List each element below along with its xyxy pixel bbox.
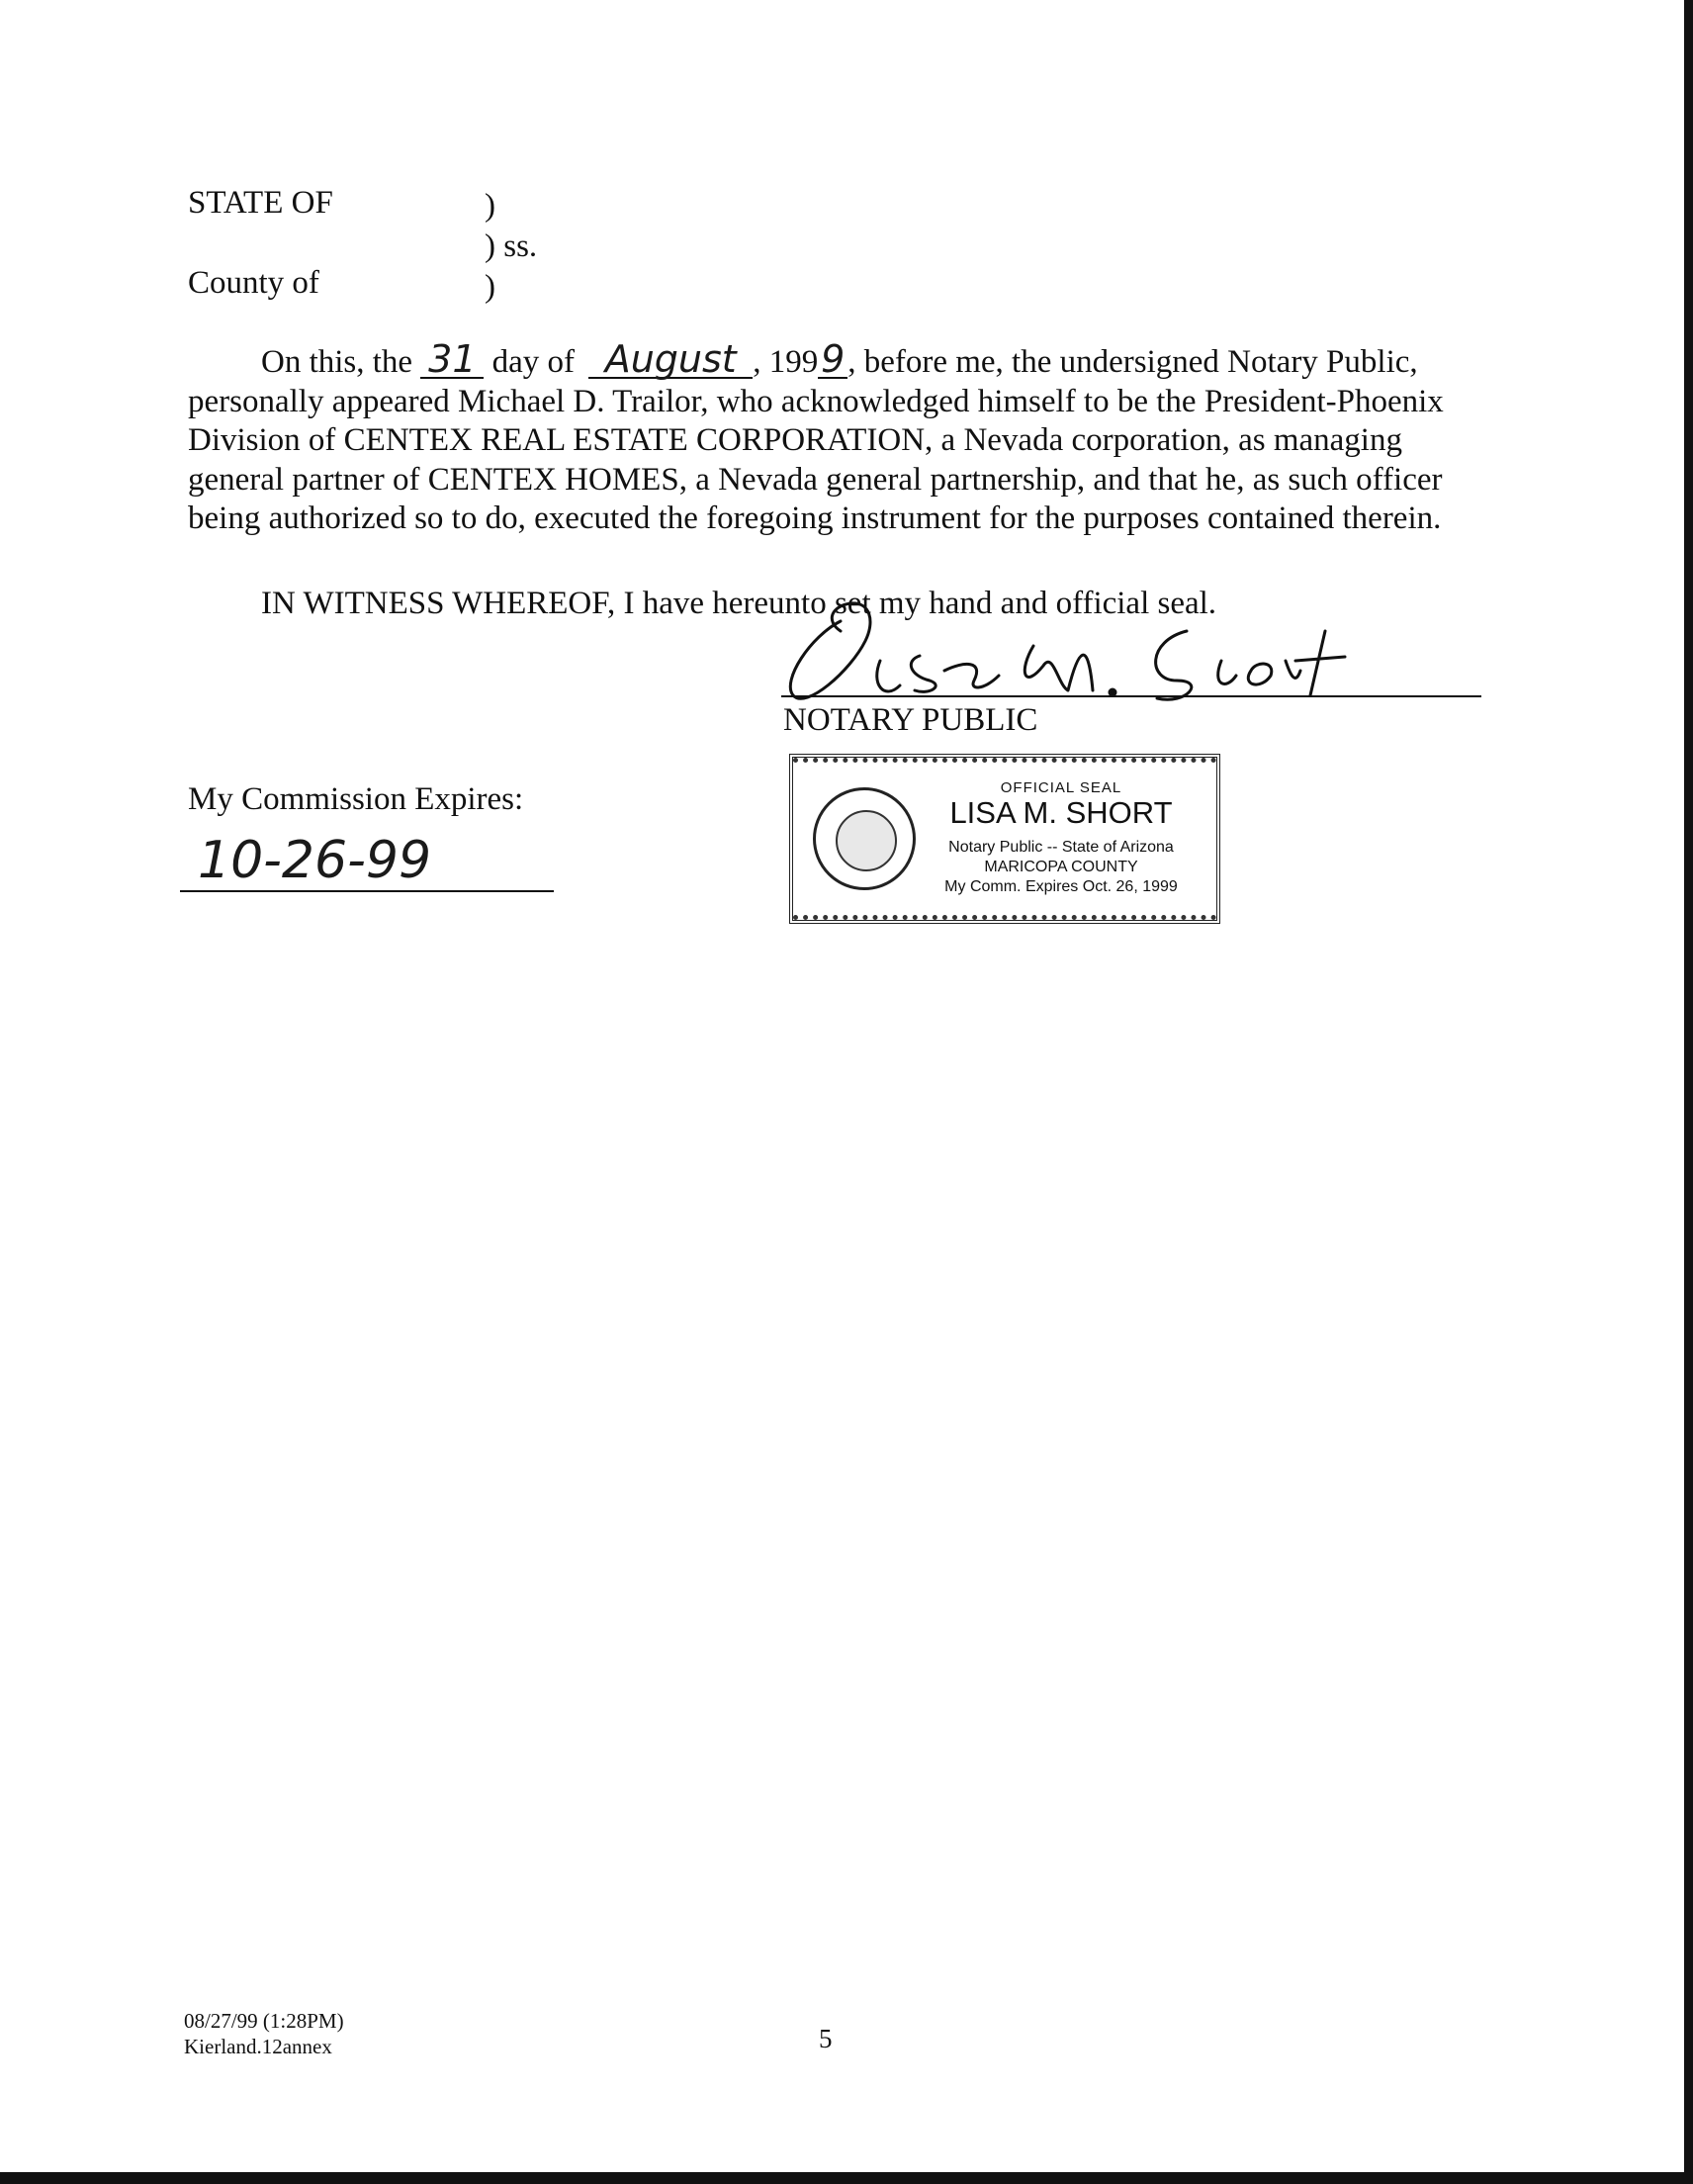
caption-paren-3: ) <box>485 269 495 305</box>
page-number: 5 <box>819 2024 833 2053</box>
acknowledgment-line-4: general partner of CENTEX HOMES, a Nevada general partnership, and that he, as such officer <box>188 461 1443 498</box>
state-of-label: STATE OF <box>188 185 333 221</box>
acknowledgment-paragraph <box>188 337 1503 539</box>
official-seal-stamp <box>789 754 1220 924</box>
witness-statement: IN WITNESS WHEREOF, I have hereunto set my hand and official seal. <box>261 586 1217 621</box>
stamp-title: OFFICIAL SEAL <box>1000 779 1122 796</box>
state-seal-emblem <box>813 787 916 890</box>
day-of-text: day of <box>491 344 575 380</box>
stamp-line-3: My Comm. Expires Oct. 26, 1999 <box>944 878 1178 895</box>
acknowledgment-line-3: Division of CENTEX REAL ESTATE CORPORATION, a Nevada corporation, as managing <box>188 422 1402 458</box>
county-of-label: County of <box>188 265 319 301</box>
day-field: 31 <box>420 341 484 379</box>
caption-paren-ss: ) ss. <box>485 228 538 264</box>
scan-edge-right <box>1684 0 1693 2184</box>
notary-public-label: NOTARY PUBLIC <box>783 702 1038 738</box>
stamp-line-1: Notary Public -- State of Arizona <box>948 839 1174 856</box>
line1-rest-text: , before me, the undersigned Notary Public, <box>847 344 1418 380</box>
stamp-line-2: MARICOPA COUNTY <box>984 859 1138 875</box>
year-digit-field: 9 <box>818 341 847 379</box>
acknowledgment-line-1 <box>188 337 1503 383</box>
month-field: August <box>588 341 753 379</box>
footer-datetime: 08/27/99 (1:28PM) <box>184 2009 344 2033</box>
commission-date-line <box>180 890 554 892</box>
footer-filename: Kierland.12annex <box>184 2035 332 2058</box>
acknowledgment-line-5: being authorized so to do, executed the foregoing instrument for the purposes contained therein. <box>188 500 1442 536</box>
acknowledgment-line-2: personally appeared Michael D. Trailor, who acknowledged himself to be the President-Phoenix <box>188 383 1444 419</box>
stamp-name: LISA M. SHORT <box>949 795 1173 830</box>
commission-expires-label: My Commission Expires: <box>188 781 524 817</box>
prefix-text: On this, the <box>261 344 413 380</box>
commission-date: 10-26-99 <box>198 831 432 890</box>
caption-paren-1: ) <box>485 188 495 224</box>
year-prefix-text: , 199 <box>753 344 819 380</box>
signature-line <box>781 695 1481 697</box>
scan-edge-bottom <box>0 2172 1693 2184</box>
